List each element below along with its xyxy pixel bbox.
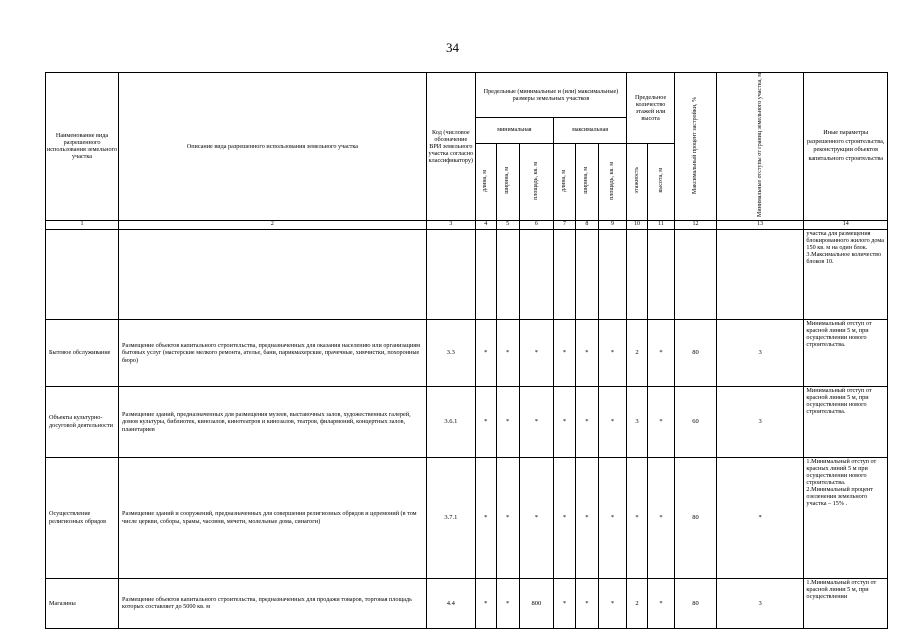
max-width: * bbox=[575, 386, 598, 457]
use-name: Бытовое обслуживание bbox=[46, 319, 119, 386]
min-setback: 3 bbox=[716, 386, 804, 457]
table-row bbox=[46, 386, 888, 457]
other-params: Минимальный отступ от красной линии 5 м, при осуществлении нового строительства. bbox=[804, 319, 888, 386]
cell bbox=[675, 229, 717, 319]
cell bbox=[496, 229, 519, 319]
header-min-area: площадь, кв. м bbox=[519, 144, 553, 221]
header-minimal: минимальная bbox=[475, 117, 553, 143]
min-width: * bbox=[496, 386, 519, 457]
other-params: участка для размещения блокированного жилого дома 150 кв. м на один блок. 3.Максимальное количество блоков 10. bbox=[804, 229, 888, 319]
floors: 3 bbox=[627, 386, 648, 457]
use-description: Размещение зданий и сооружений, предназначенных для совершения религиозных обрядов и церемоний (в том числе церкви, соборы, храмы, часовни, мечети, молельные дома, синагоги) bbox=[119, 457, 427, 578]
column-number: 12 bbox=[675, 220, 717, 229]
use-code: 3.6.1 bbox=[426, 386, 475, 457]
header-name: Наименование вида разрешенного использования земельного участка bbox=[46, 73, 119, 221]
use-code: 4.4 bbox=[426, 578, 475, 628]
use-name: Магазины bbox=[46, 578, 119, 628]
min-width: * bbox=[496, 457, 519, 578]
header-max-area: площадь, кв. м bbox=[598, 144, 626, 221]
column-numbers-row bbox=[46, 220, 888, 229]
min-length: * bbox=[475, 457, 496, 578]
min-setback: * bbox=[716, 457, 804, 578]
max-area: * bbox=[598, 457, 626, 578]
use-description: Размещение зданий, предназначенных для размещения музеев, выставочных залов, художественных галерей, домов культуры, библиотек, кинозалов, кинотеатров и кинозалов, театров, филармоний, концертных залов, планетариев bbox=[119, 386, 427, 457]
max-area: * bbox=[598, 578, 626, 628]
min-length: * bbox=[475, 578, 496, 628]
min-area: * bbox=[519, 386, 553, 457]
max-build-percent: 80 bbox=[675, 319, 717, 386]
min-length: * bbox=[475, 386, 496, 457]
column-number: 4 bbox=[475, 220, 496, 229]
cell bbox=[519, 229, 553, 319]
header-max-build: Максимальный процент застройки, % bbox=[675, 73, 717, 221]
table-row bbox=[46, 229, 888, 319]
header-min-width: ширина, м bbox=[496, 144, 519, 221]
max-width: * bbox=[575, 319, 598, 386]
height: * bbox=[647, 457, 674, 578]
header-max-width: ширина, м bbox=[575, 144, 598, 221]
cell bbox=[647, 229, 674, 319]
min-area: 800 bbox=[519, 578, 553, 628]
max-length: * bbox=[554, 457, 576, 578]
header-other-params: Иные параметры разрешенного строительства, реконструкции объектов капитального строительства bbox=[804, 73, 888, 221]
use-description: Размещение объектов капитального строительства, предназначенных для продажи товаров, торговая площадь которых составляет до 5000 кв. м bbox=[119, 578, 427, 628]
use-name: Объекты культурно-досуговой деятельности bbox=[46, 386, 119, 457]
table-row bbox=[46, 319, 888, 386]
min-setback: 3 bbox=[716, 578, 804, 628]
height: * bbox=[647, 386, 674, 457]
min-area: * bbox=[519, 457, 553, 578]
column-number: 14 bbox=[804, 220, 888, 229]
cell bbox=[716, 229, 804, 319]
column-number: 8 bbox=[575, 220, 598, 229]
min-width: * bbox=[496, 319, 519, 386]
column-number: 7 bbox=[554, 220, 576, 229]
max-length: * bbox=[554, 319, 576, 386]
cell bbox=[627, 229, 648, 319]
header-min-length: длина, м bbox=[475, 144, 496, 221]
height: * bbox=[647, 319, 674, 386]
header-max-length: длина, м bbox=[554, 144, 576, 221]
header-sizes-group: Предельные (минимальные и (или) максимальные) размеры земельных участков bbox=[475, 73, 626, 118]
max-area: * bbox=[598, 319, 626, 386]
header-min-setback: Минимальные отступы от границ земельного участка, м bbox=[716, 73, 804, 221]
column-number: 9 bbox=[598, 220, 626, 229]
zoning-parameters-table bbox=[45, 72, 888, 629]
max-width: * bbox=[575, 457, 598, 578]
max-width: * bbox=[575, 578, 598, 628]
max-length: * bbox=[554, 386, 576, 457]
other-params: 1.Минимальный отступ от красной линии 5 м, при осуществлении bbox=[804, 578, 888, 628]
use-code: 3.3 bbox=[426, 319, 475, 386]
header-code: Код (числовое обозначение ВРИ земельного участка согласно классификатору) bbox=[426, 73, 475, 221]
cell bbox=[475, 229, 496, 319]
header-height: высота, м bbox=[647, 144, 674, 221]
use-code bbox=[426, 229, 475, 319]
cell bbox=[575, 229, 598, 319]
max-build-percent: 80 bbox=[675, 578, 717, 628]
column-number: 3 bbox=[426, 220, 475, 229]
max-area: * bbox=[598, 386, 626, 457]
use-name: Осуществление религиозных обрядов bbox=[46, 457, 119, 578]
other-params: Минимальный отступ от красной линии 5 м, при осуществлении нового строительства. bbox=[804, 386, 888, 457]
min-setback: 3 bbox=[716, 319, 804, 386]
header-description: Описание вида разрешенного использования земельного участка bbox=[119, 73, 427, 221]
page-number: 34 bbox=[446, 40, 459, 55]
header-floors: этажность bbox=[627, 144, 648, 221]
column-number: 11 bbox=[647, 220, 674, 229]
height: * bbox=[647, 578, 674, 628]
table-row bbox=[46, 578, 888, 628]
use-code: 3.7.1 bbox=[426, 457, 475, 578]
cell bbox=[598, 229, 626, 319]
cell bbox=[554, 229, 576, 319]
column-number: 1 bbox=[46, 220, 119, 229]
header-maximal: максимальная bbox=[554, 117, 627, 143]
use-description bbox=[119, 229, 427, 319]
table-row bbox=[46, 457, 888, 578]
column-number: 10 bbox=[627, 220, 648, 229]
floors: 2 bbox=[627, 319, 648, 386]
floors: 2 bbox=[627, 578, 648, 628]
column-number: 13 bbox=[716, 220, 804, 229]
max-build-percent: 60 bbox=[675, 386, 717, 457]
min-area: * bbox=[519, 319, 553, 386]
use-description: Размещение объектов капитального строительства, предназначенных для оказания населению или организациям бытовых услуг (мастерские мелкого ремонта, ателье, бани, парикмахерские, прачечные, химчистки, похоронные бюро) bbox=[119, 319, 427, 386]
column-number: 2 bbox=[119, 220, 427, 229]
max-length: * bbox=[554, 578, 576, 628]
floors: * bbox=[627, 457, 648, 578]
other-params: 1.Минимальный отступ от красных линий 5 м при осуществлении нового строительства. 2.Минимальный процент озеленения земельного участка – 15% . bbox=[804, 457, 888, 578]
use-name bbox=[46, 229, 119, 319]
min-length: * bbox=[475, 319, 496, 386]
header-floors-group: Предельное количество этажей или высота bbox=[627, 73, 675, 144]
column-number: 5 bbox=[496, 220, 519, 229]
max-build-percent: 80 bbox=[675, 457, 717, 578]
min-width: * bbox=[496, 578, 519, 628]
column-number: 6 bbox=[519, 220, 553, 229]
